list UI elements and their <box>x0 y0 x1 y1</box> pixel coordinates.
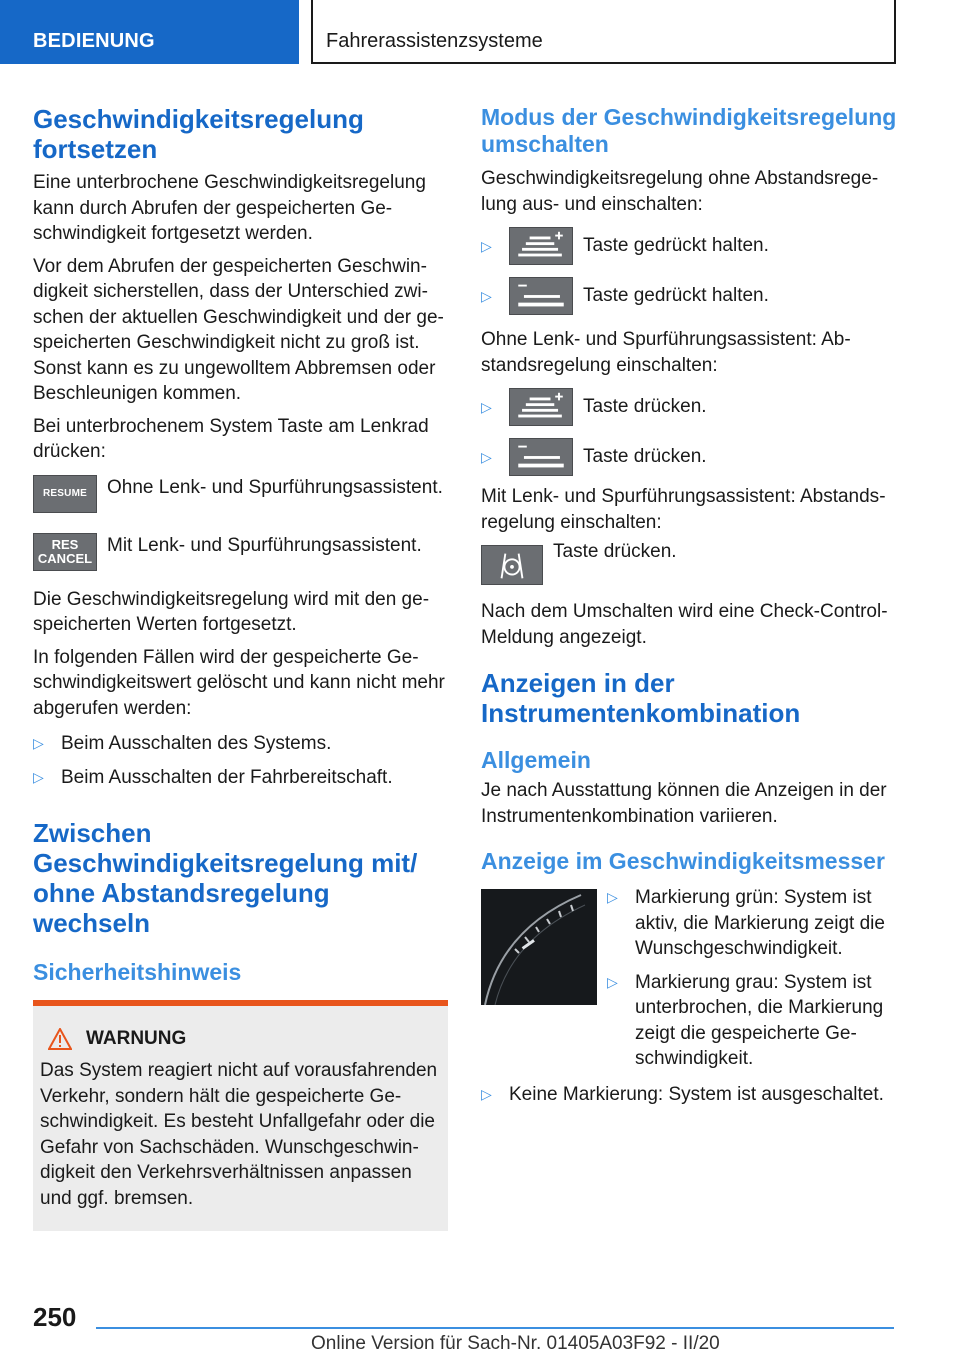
paragraph: Geschwindigkeitsregelung ohne Abstandsregelung aus- und einschalten: <box>481 168 879 215</box>
speedometer-section <box>481 885 897 1080</box>
triangle-bullet-icon: ▷ <box>481 237 492 254</box>
resume-button-icon <box>33 475 97 513</box>
res-cancel-label-bottom: CANCEL <box>37 550 93 566</box>
heading-fortsetzen: Geschwindigkeitsregelung fortsetzen <box>33 104 364 164</box>
triangle-bullet-icon: ▷ <box>33 768 44 785</box>
header-chapter-label: Fahrerassistenzsysteme <box>326 30 543 52</box>
page-number: 250 <box>33 1302 77 1332</box>
paragraph: Bei unterbrochenem System Taste am Lenkrad drücken: <box>33 415 429 462</box>
key-text: Taste drücken. <box>553 541 677 562</box>
paragraph: Ohne Lenk- und Spurführungsassistent: Abstandsregelung einschalten: <box>481 329 851 376</box>
key-row <box>481 277 897 315</box>
resume-button-label: RESUME <box>43 488 87 499</box>
heading-anzeigen: Anzeigen in der Instrumentenkombination <box>481 668 801 728</box>
resume-button-row <box>33 475 448 513</box>
triangle-bullet-icon: ▷ <box>607 973 618 990</box>
triangle-bullet-icon: ▷ <box>481 287 492 304</box>
steering-assist-key-icon <box>481 545 543 585</box>
paragraph: Nach dem Umschalten wird eine Check-Control-Meldung angezeigt. <box>481 601 888 648</box>
list-item: ▷ Markierung grün: System ist aktiv, die Markierung zeigt die Wunschgeschwindigkeit. <box>607 887 885 959</box>
warning-box <box>33 1006 448 1231</box>
right-column <box>481 104 897 1115</box>
res-cancel-button-text: Mit Lenk- und Spurführungsassistent. <box>107 534 422 556</box>
paragraph: Eine unterbrochene Geschwindigkeitsregelung kann durch Abrufen der gespeicherten Geschwindigkeit fortgesetzt werden. <box>33 172 426 244</box>
key-row <box>481 227 897 265</box>
paragraph: Mit Lenk- und Spurführungsassistent: Abstandsregelung einschalten: <box>481 486 886 533</box>
paragraph: In folgenden Fällen wird der gespeicherte Geschwindigkeitswert gelöscht und kann nicht mehr abgerufen werden: <box>33 646 445 719</box>
header-chapter-tab <box>311 0 896 64</box>
triangle-bullet-icon: ▷ <box>481 398 492 415</box>
triangle-bullet-icon: ▷ <box>481 448 492 465</box>
distance-minus-key-icon <box>509 277 573 315</box>
warning-title-text: WARNUNG <box>86 1028 187 1049</box>
key-row <box>481 541 897 585</box>
paragraph: Die Geschwindigkeitsregelung wird mit den gespeicherten Werten fortgesetzt. <box>33 588 430 635</box>
res-cancel-button-row <box>33 533 448 571</box>
footer-divider <box>96 1327 894 1329</box>
triangle-bullet-icon: ▷ <box>33 735 44 751</box>
warning-text: Das System reagiert nicht auf vorausfahrenden Verkehr, sondern hält die gespeicherte Geschwindigkeit. Es besteht Unfallgefahr oder die Gefahr von Sachschäden. Wunschgeschwindigkeit den Verkehrsverhältnissen anpassen und ggf. bremsen. <box>40 1060 438 1209</box>
heading-sicherheitshinweis: Sicherheitshinweis <box>33 959 242 985</box>
res-cancel-label-top: RES <box>51 536 79 552</box>
key-text: Taste gedrückt halten. <box>583 235 769 256</box>
left-column <box>33 104 448 1231</box>
heading-allgemein: Allgemein <box>481 747 591 773</box>
speedometer-bullets <box>607 885 897 1080</box>
res-cancel-button-icon <box>33 533 97 571</box>
distance-minus-key-icon <box>509 438 573 476</box>
key-text: Taste drücken. <box>583 396 707 417</box>
distance-plus-key-icon <box>509 227 573 265</box>
key-text: Taste drücken. <box>583 446 707 467</box>
list-item: ▷ Markierung grau: System ist unterbrochen, die Markierung zeigt die gespeicherte Geschwindigkeit. <box>607 971 884 1069</box>
paragraph: Je nach Ausstattung können die Anzeigen in der Instrumentenkombination variieren. <box>481 780 887 827</box>
header-section-tab <box>0 0 299 64</box>
triangle-bullet-icon: ▷ <box>481 1085 492 1102</box>
triangle-bullet-icon: ▷ <box>607 889 618 905</box>
list-item: ▷ Beim Ausschalten der Fahrbereitschaft. <box>33 766 393 788</box>
speedometer-image <box>481 889 597 1005</box>
resume-button-text: Ohne Lenk- und Spurführungsassistent. <box>107 476 443 498</box>
key-text: Taste gedrückt halten. <box>583 285 769 306</box>
heading-wechseln: Zwischen Geschwindigkeitsregelung mit/ ohne Abstandsregelung wechseln <box>33 818 418 938</box>
heading-anzeige-geschwindigkeitsmesser: Anzeige im Geschwindigkeitsmesser <box>481 848 885 874</box>
paragraph: Vor dem Abrufen der gespeicherten Geschwindigkeit sicherstellen, dass der Unterschied zwischen der aktuellen Geschwindigkeit und der gespeicherten Geschwindigkeit nicht zu groß ist. Sonst kann es zu ungewolltem Abbremsen oder Beschleunigen kommen. <box>33 255 444 404</box>
header-section-label: BEDIENUNG <box>33 30 155 52</box>
footer-text: Online Version für Sach-Nr. 01405A03F92 - II/20 <box>311 1333 720 1354</box>
key-row <box>481 438 897 476</box>
key-row <box>481 388 897 426</box>
list-item: ▷ Keine Markierung: System ist ausgeschaltet. <box>481 1083 884 1105</box>
list-item: ▷ Beim Ausschalten des Systems. <box>33 733 332 754</box>
distance-plus-key-icon <box>509 388 573 426</box>
warning-title <box>48 1028 438 1050</box>
warning-triangle-icon <box>48 1028 72 1050</box>
heading-modus: Modus der Geschwindigkeitsregelung umschalten <box>481 104 897 157</box>
